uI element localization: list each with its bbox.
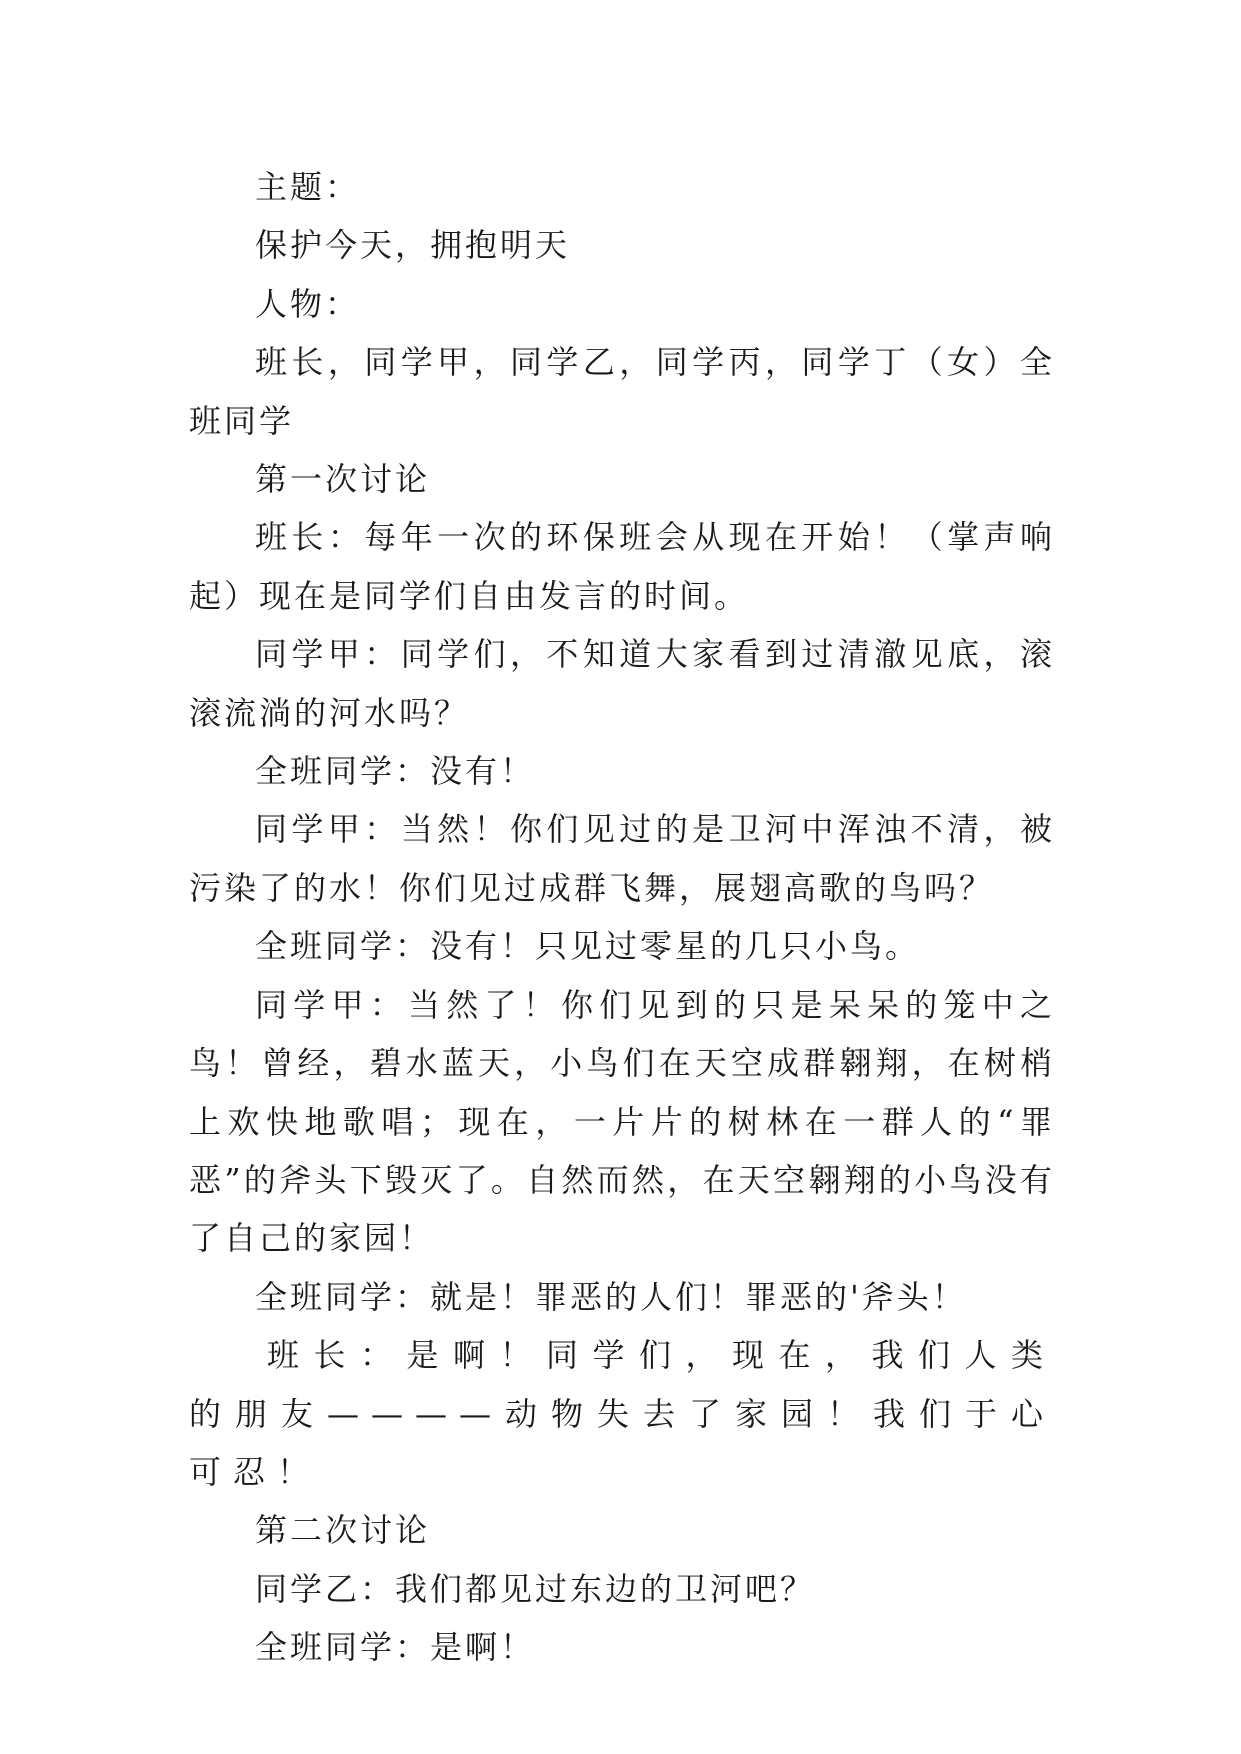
section-heading-first-discussion: 第一次讨论 (255, 460, 431, 499)
dialogue-line: 同学甲：当然！你们见过的是卫河中浑浊不清，被污染了的水！你们见过成群飞舞，展翅高歌的鸟吗？ (189, 810, 1055, 907)
dialogue-line: 班长：每年一次的环保班会从现在开始！（掌声响起）现在是同学们自由发言的时间。 (189, 518, 1055, 615)
dialogue-line: 同学甲：当然了！你们见到的只是呆呆的笼中之鸟！曾经，碧水蓝天，小鸟们在天空成群翱翔，在树梢上欢快地歌唱；现在，一片片的树林在一群人的“罪恶”的斧头下毁灭了。自然而然，在天空翱翔的小鸟没有了自己的家园！ (189, 985, 1055, 1258)
dialogue-line: 同学甲：同学们，不知道大家看到过清澈见底，滚滚流淌的河水吗？ (189, 635, 1055, 732)
dialogue-line: 班长：是啊！同学们，现在，我们人类的朋友————动物失去了家园！我们于心可忍！ (189, 1336, 1055, 1491)
dialogue-line: 同学乙：我们都见过东边的卫河吧？ (255, 1569, 816, 1608)
characters-list: 班长，同学甲，同学乙，同学丙，同学丁（女）全班同学 (189, 343, 1055, 440)
theme-label: 主题： (255, 168, 361, 206)
dialogue-line: 全班同学：是啊！ (255, 1628, 536, 1667)
dialogue-line: 全班同学：没有！ (255, 752, 536, 791)
dialogue-line: 全班同学：就是！罪恶的人们！罪恶的'斧头！ (255, 1277, 967, 1316)
dialogue-line: 全班同学：没有！只见过零星的几只小鸟。 (255, 927, 921, 966)
theme-text: 保护今天，拥抱明天 (255, 226, 571, 265)
document-body (189, 158, 1055, 1677)
characters-label: 人物： (255, 284, 361, 323)
section-heading-second-discussion: 第二次讨论 (255, 1511, 431, 1550)
